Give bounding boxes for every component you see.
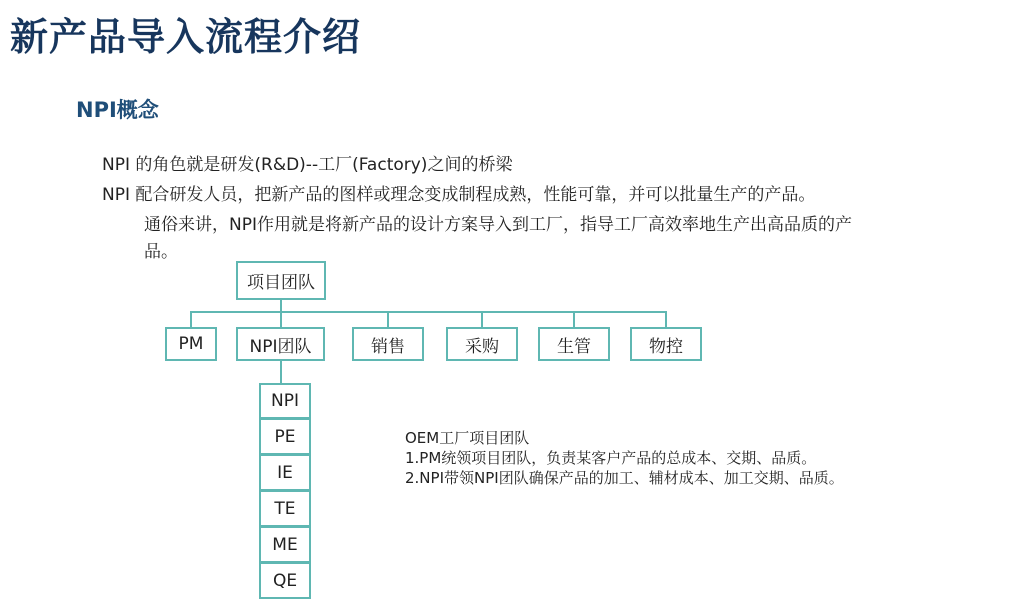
org-root-label: 项目团队 — [247, 273, 315, 293]
note-item-2: 2.NPI带领NPI团队确保产品的加工、辅材成本、加工交期、品质。 — [405, 469, 844, 487]
org-dept-production-control: 生管 — [538, 327, 610, 361]
org-npi-member-npi: NPI — [259, 383, 311, 419]
text-line-3: 通俗来讲，NPI作用就是将新产品的设计方案导入到工厂，指导工厂高效率地生产出高品质的产 — [144, 215, 852, 235]
connector-material-control — [665, 311, 667, 327]
connector-sales — [387, 311, 389, 327]
connector-horizontal-bar — [190, 311, 666, 313]
org-root-project-team — [236, 261, 326, 300]
connector-npi-members — [280, 360, 282, 384]
note-item-1: 1.PM统领项目团队，负责某客户产品的总成本、交期、品质。 — [405, 449, 817, 467]
text-line-1: NPI 的角色就是研发(R&D)--工厂(Factory)之间的桥梁 — [102, 155, 513, 175]
org-dept-material-control: 物控 — [630, 327, 702, 361]
org-npi-member-me: ME — [259, 526, 311, 563]
org-dept-pm: PM — [165, 327, 217, 361]
connector-production-control — [573, 311, 575, 327]
page-title: 新产品导入流程介绍 — [10, 15, 362, 59]
text-line-4: 品。 — [144, 242, 178, 262]
org-npi-member-te: TE — [259, 490, 311, 527]
note-title: OEM工厂项目团队 — [405, 429, 530, 447]
oem-team-note — [405, 428, 844, 488]
connector-pm — [190, 311, 192, 327]
org-dept-npi-team: NPI团队 — [236, 327, 325, 361]
section-subtitle: NPI概念 — [76, 98, 159, 122]
org-npi-member-pe: PE — [259, 418, 311, 455]
org-npi-member-qe: QE — [259, 562, 311, 599]
connector-npi-team — [280, 311, 282, 327]
connector-purchasing — [481, 311, 483, 327]
text-line-2: NPI 配合研发人员，把新产品的图样或理念变成制程成熟，性能可靠，并可以批量生产的产品。 — [102, 185, 816, 205]
org-dept-purchasing: 采购 — [446, 327, 518, 361]
org-npi-member-ie: IE — [259, 454, 311, 491]
org-dept-sales: 销售 — [352, 327, 424, 361]
